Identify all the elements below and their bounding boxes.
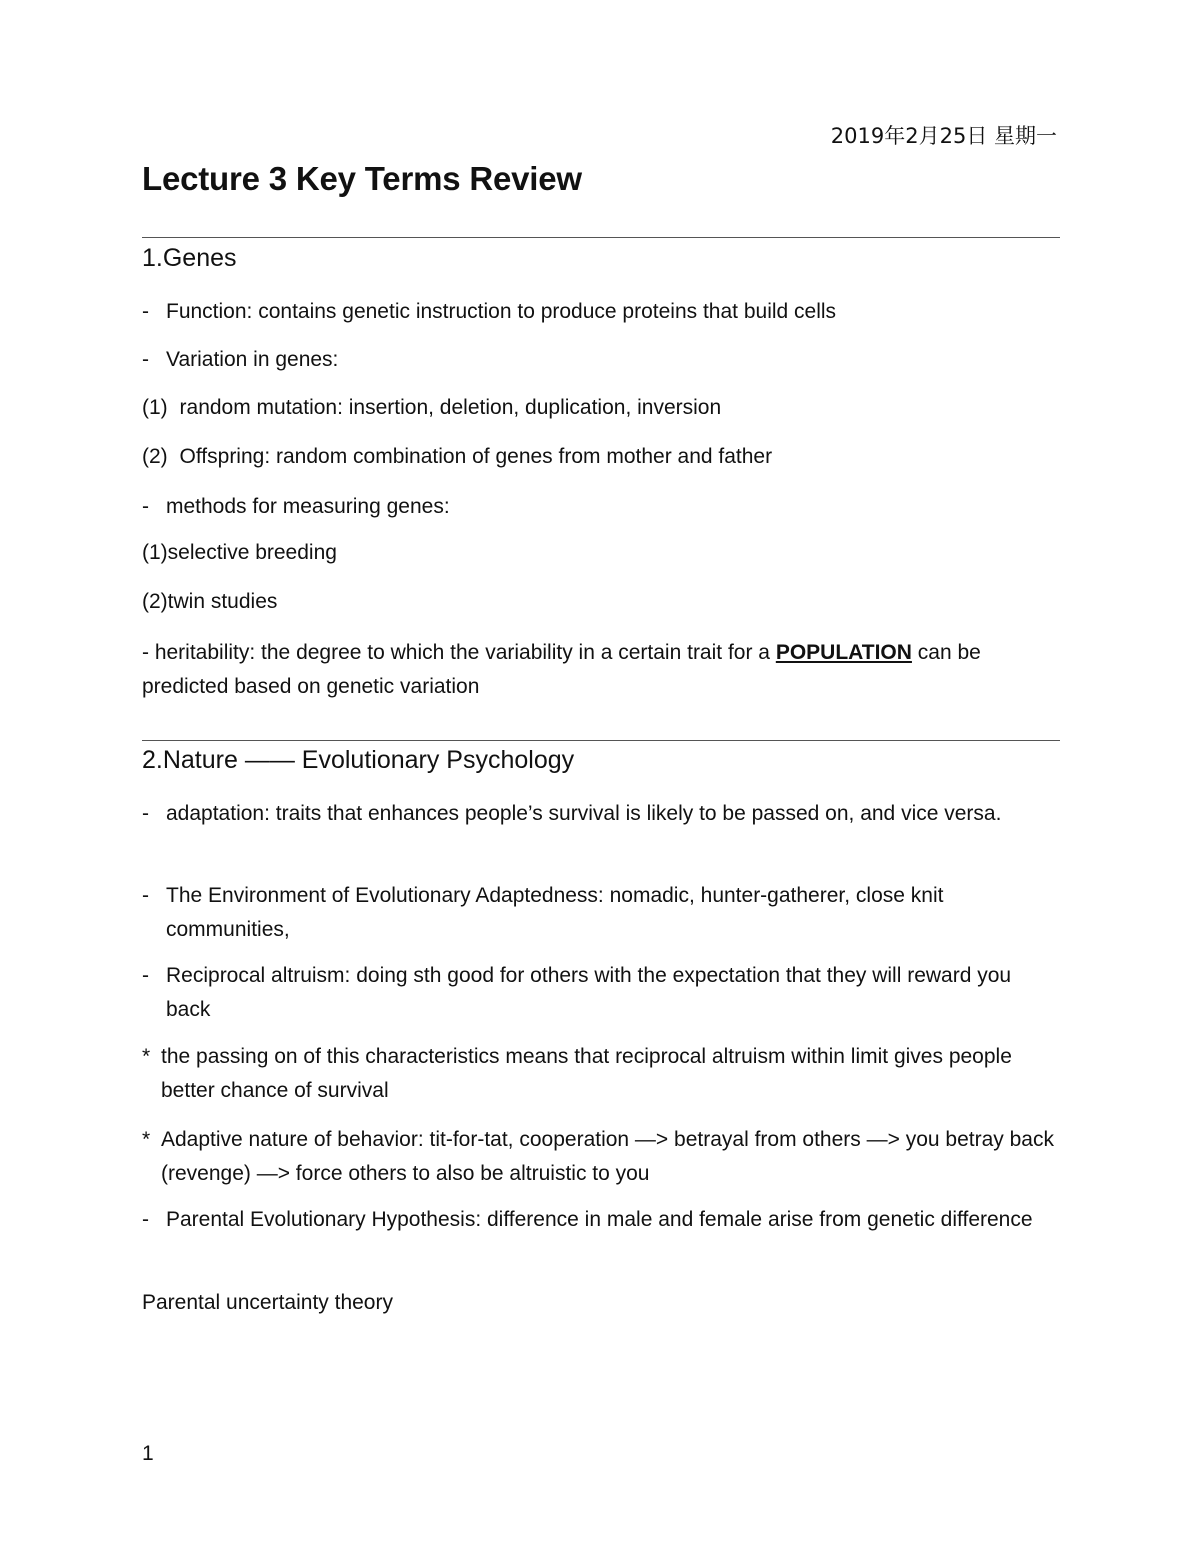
list-item xyxy=(142,1203,1056,1237)
numbered-item xyxy=(142,440,772,474)
list-item xyxy=(142,959,1056,1027)
star-item xyxy=(142,1123,1061,1191)
list-item-text: Function: contains genetic instruction to produce proteins that build cells xyxy=(166,300,837,323)
list-item-text: Reciprocal altruism: doing sth good for others with the expectation that they will reward you back xyxy=(166,964,1012,1021)
list-item xyxy=(142,490,1056,524)
list-item xyxy=(142,295,1056,329)
page-title: Lecture 3 Key Terms Review xyxy=(142,160,582,197)
page-number: 1 xyxy=(142,1442,154,1465)
section-divider xyxy=(142,237,1060,238)
numbered-item: (2)twin studies xyxy=(142,590,278,613)
asterisk-bullet: * xyxy=(142,1128,151,1151)
section-heading-genes: 1.Genes xyxy=(142,244,237,272)
list-item-text: The Environment of Evolutionary Adaptedness: nomadic, hunter-gatherer, close knit communities, xyxy=(166,884,944,941)
numbered-item: (1)selective breeding xyxy=(142,541,337,564)
section-heading-nature: 2.Nature —— Evolutionary Psychology xyxy=(142,746,575,774)
parental-uncertainty-line: Parental uncertainty theory xyxy=(142,1291,393,1314)
dash-bullet: - xyxy=(142,495,149,518)
list-item-text: Variation in genes: xyxy=(166,348,339,371)
item-text: random mutation: insertion, deletion, duplication, inversion xyxy=(179,396,722,419)
numbered-item xyxy=(142,391,721,425)
date-label: 2019年2月25日 星期一 xyxy=(830,124,1057,148)
item-number: (2) xyxy=(142,445,168,468)
population-emphasis: POPULATION xyxy=(775,641,912,664)
dash-bullet: - xyxy=(142,1208,149,1231)
star-item-text: the passing on of this characteristics means that reciprocal altruism within limit gives people better chance of survival xyxy=(161,1045,1012,1102)
dash-bullet: - xyxy=(142,348,149,371)
heritability-text-start: - heritability: the degree to which the variability in a certain trait for a xyxy=(142,641,776,664)
star-item xyxy=(142,1040,1061,1108)
heritability-text-end: can be predicted based on genetic variation xyxy=(142,641,981,698)
dash-bullet: - xyxy=(142,964,149,987)
item-number: (1) xyxy=(142,396,168,419)
item-text: Offspring: random combination of genes from mother and father xyxy=(179,445,773,468)
section-divider xyxy=(142,740,1060,741)
list-item xyxy=(142,797,1056,831)
heritability-paragraph xyxy=(142,636,1067,704)
list-item-text: adaptation: traits that enhances people’s survival is likely to be passed on, and vice versa. xyxy=(166,802,1002,825)
asterisk-bullet: * xyxy=(142,1045,151,1068)
list-item-text: methods for measuring genes: xyxy=(166,495,450,518)
list-item xyxy=(142,879,1056,947)
list-item-text: Parental Evolutionary Hypothesis: difference in male and female arise from genetic difference xyxy=(166,1208,1033,1231)
dash-bullet: - xyxy=(142,300,149,323)
dash-bullet: - xyxy=(142,802,149,825)
dash-bullet: - xyxy=(142,884,149,907)
list-item xyxy=(142,343,1056,377)
star-item-text: Adaptive nature of behavior: tit-for-tat, cooperation —> betrayal from others —> you betray back (revenge) —> force others to also be altruistic to you xyxy=(161,1128,1054,1185)
